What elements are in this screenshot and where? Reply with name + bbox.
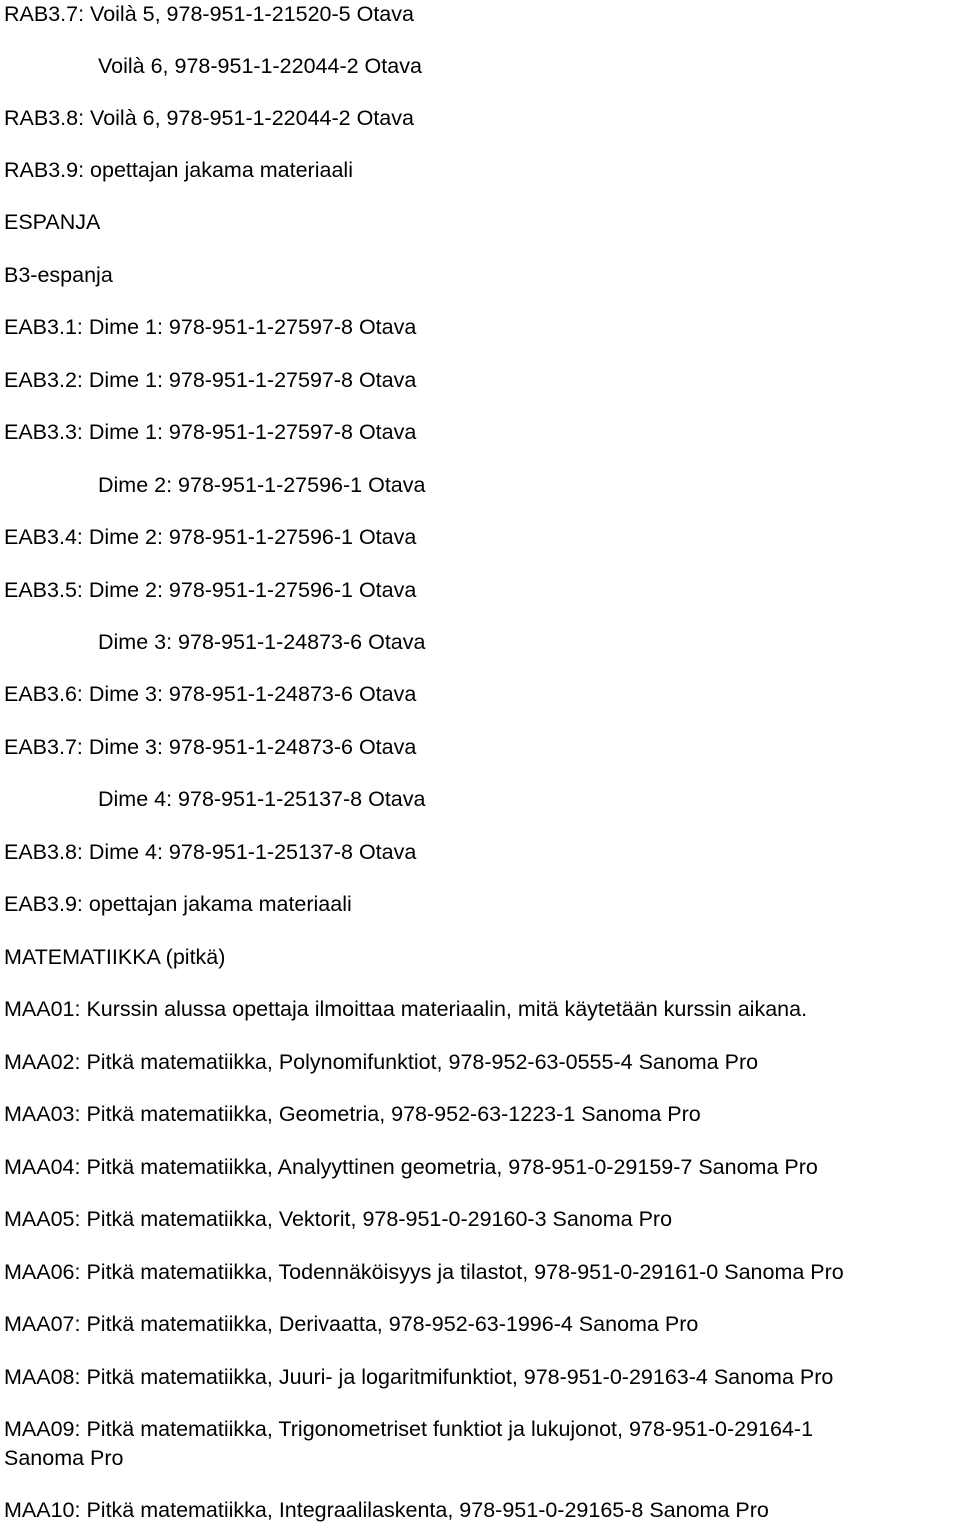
subject-heading-espanja: ESPANJA xyxy=(4,210,101,234)
course-line-continuation: Dime 4: 978-951-1-25137-8 Otava xyxy=(98,787,426,811)
course-line-eab3-7: EAB3.7: Dime 3: 978-951-1-24873-6 Otava xyxy=(4,735,417,759)
course-line-maa09: MAA09: Pitkä matematiikka, Trigonometriset funktiot ja lukujonot, 978-951-0-29164-1 xyxy=(4,1417,814,1441)
course-line-eab3-6: EAB3.6: Dime 3: 978-951-1-24873-6 Otava xyxy=(4,682,417,706)
course-line-maa07: MAA07: Pitkä matematiikka, Derivaatta, 978-952-63-1996-4 Sanoma Pro xyxy=(4,1312,699,1336)
course-line-eab3-2: EAB3.2: Dime 1: 978-951-1-27597-8 Otava xyxy=(4,368,417,392)
course-line-eab3-8: EAB3.8: Dime 4: 978-951-1-25137-8 Otava xyxy=(4,840,417,864)
course-line-eab3-9: EAB3.9: opettajan jakama materiaali xyxy=(4,892,352,916)
course-line-maa09-wrap: Sanoma Pro xyxy=(4,1446,124,1470)
course-line-continuation: Dime 2: 978-951-1-27596-1 Otava xyxy=(98,473,426,497)
course-line-maa10: MAA10: Pitkä matematiikka, Integraalilaskenta, 978-951-0-29165-8 Sanoma Pro xyxy=(4,1498,769,1522)
subject-heading-matematiikka: MATEMATIIKKA (pitkä) xyxy=(4,945,226,969)
course-line-eab3-5: EAB3.5: Dime 2: 978-951-1-27596-1 Otava xyxy=(4,578,417,602)
course-line-maa03: MAA03: Pitkä matematiikka, Geometria, 978-952-63-1223-1 Sanoma Pro xyxy=(4,1102,701,1126)
course-line-maa05: MAA05: Pitkä matematiikka, Vektorit, 978-951-0-29160-3 Sanoma Pro xyxy=(4,1207,673,1231)
course-line-continuation: Dime 3: 978-951-1-24873-6 Otava xyxy=(98,630,426,654)
course-line-maa01: MAA01: Kurssin alussa opettaja ilmoittaa materiaalin, mitä käytetään kurssin aikana. xyxy=(4,997,808,1021)
course-line-maa04: MAA04: Pitkä matematiikka, Analyyttinen geometria, 978-951-0-29159-7 Sanoma Pro xyxy=(4,1155,818,1179)
course-line-eab3-4: EAB3.4: Dime 2: 978-951-1-27596-1 Otava xyxy=(4,525,417,549)
course-line-maa08: MAA08: Pitkä matematiikka, Juuri- ja logaritmifunktiot, 978-951-0-29163-4 Sanoma Pro xyxy=(4,1365,834,1389)
course-line-eab3-1: EAB3.1: Dime 1: 978-951-1-27597-8 Otava xyxy=(4,315,417,339)
course-line-continuation: Voilà 6, 978-951-1-22044-2 Otava xyxy=(98,54,422,78)
subheading-b3-espanja: B3-espanja xyxy=(4,263,113,287)
course-line-rab3-7: RAB3.7: Voilà 5, 978-951-1-21520-5 Otava xyxy=(4,2,414,26)
course-line-rab3-8: RAB3.8: Voilà 6, 978-951-1-22044-2 Otava xyxy=(4,106,414,130)
course-line-eab3-3: EAB3.3: Dime 1: 978-951-1-27597-8 Otava xyxy=(4,420,417,444)
course-line-maa06: MAA06: Pitkä matematiikka, Todennäköisyys ja tilastot, 978-951-0-29161-0 Sanoma Pro xyxy=(4,1260,844,1284)
course-line-rab3-9: RAB3.9: opettajan jakama materiaali xyxy=(4,158,353,182)
course-line-maa02: MAA02: Pitkä matematiikka, Polynomifunktiot, 978-952-63-0555-4 Sanoma Pro xyxy=(4,1050,759,1074)
